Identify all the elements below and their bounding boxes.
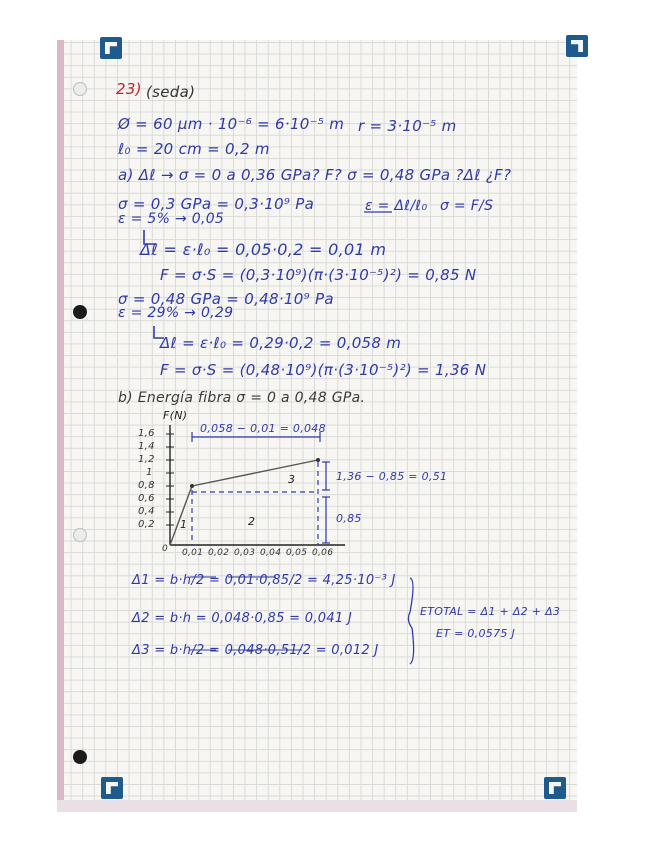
- a1-delta-l: Δℓ = ε·ℓ₀ = 0,05·0,2 = 0,01 m: [140, 240, 387, 259]
- ytick-label: 0,2: [138, 519, 155, 530]
- diameter-line: Ø = 60 μm · 10⁻⁶ = 6·10⁻⁵ m: [118, 115, 345, 133]
- xtick-label: 0,04: [260, 548, 282, 558]
- a1-force: F = σ·S = (0,3·10⁹)(π·(3·10⁻⁵)²) = 0,85 N: [160, 266, 477, 284]
- ytick-label: 0,6: [138, 493, 155, 504]
- radius-line: r = 3·10⁻⁵ m: [358, 117, 457, 135]
- problem-title: (seda): [146, 83, 196, 101]
- ytick-label: 1,6: [138, 428, 155, 439]
- xtick-label: 0,06: [312, 548, 334, 558]
- xtick-label: 0,05: [286, 548, 308, 558]
- ytick-label: 1,4: [138, 441, 155, 452]
- xtick-label: 0,02: [208, 548, 230, 558]
- energy-total-formula: ETOTAL = Δ1 + Δ2 + Δ3: [420, 605, 561, 618]
- ytick-label: 0,4: [138, 506, 155, 517]
- a2-force: F = σ·S = (0,48·10⁹)(π·(3·10⁻⁵)²) = 1,36 N: [160, 361, 487, 379]
- graph-region-label: 3: [288, 473, 296, 486]
- a2-sigma: σ = 0,48 GPa = 0,48·10⁹ Pa: [118, 290, 334, 308]
- graph-region-label: 2: [248, 515, 256, 528]
- energy-area1: Δ1 = b·h/2 = 0,01·0,85/2 = 4,25·10⁻³ J: [132, 573, 396, 588]
- ytick-label: 1,2: [138, 454, 155, 465]
- xtick-label: 0,03: [234, 548, 256, 558]
- a1-epsilon: ε = 5% → 0,05: [118, 211, 225, 227]
- formula-stress: σ = F/S: [440, 198, 494, 214]
- energy-area2: Δ2 = b·h = 0,048·0,85 = 0,041 J: [132, 611, 353, 626]
- graph-height-top-label: 1,36 − 0,85 = 0,51: [336, 470, 448, 483]
- a2-delta-l: Δℓ = ε·ℓ₀ = 0,29·0,2 = 0,058 m: [160, 334, 402, 352]
- xtick-label: 0,01: [182, 548, 204, 558]
- length-line: ℓ₀ = 20 cm = 0,2 m: [118, 140, 270, 158]
- ytick-label: 0,8: [138, 480, 155, 491]
- energy-area3: Δ3 = b·h/2 = 0,048·0,51/2 = 0,012 J: [132, 643, 379, 658]
- graph-width-label: 0,058 − 0,01 = 0,048: [200, 422, 326, 435]
- a2-epsilon: ε = 29% → 0,29: [118, 305, 234, 321]
- question-a: a) Δℓ → σ = 0 a 0,36 GPa? F? σ = 0,48 GPa ?Δℓ ¿F?: [118, 166, 512, 184]
- a1-sigma: σ = 0,3 GPa = 0,3·10⁹ Pa: [118, 195, 315, 213]
- energy-total-value: ET = 0,0575 J: [436, 627, 516, 640]
- problem-number: 23): [116, 80, 142, 98]
- graph-height-bottom-label: 0,85: [336, 512, 362, 525]
- graph-region-label: 1: [180, 518, 188, 531]
- graph-ylabel: F(N): [163, 409, 188, 422]
- formula-strain: ε = Δℓ/ℓ₀: [365, 198, 428, 214]
- ytick-label: 1: [146, 467, 153, 478]
- graph-origin: 0: [162, 544, 169, 554]
- part-b-heading: b) Energía fibra σ = 0 a 0,48 GPa.: [118, 390, 366, 406]
